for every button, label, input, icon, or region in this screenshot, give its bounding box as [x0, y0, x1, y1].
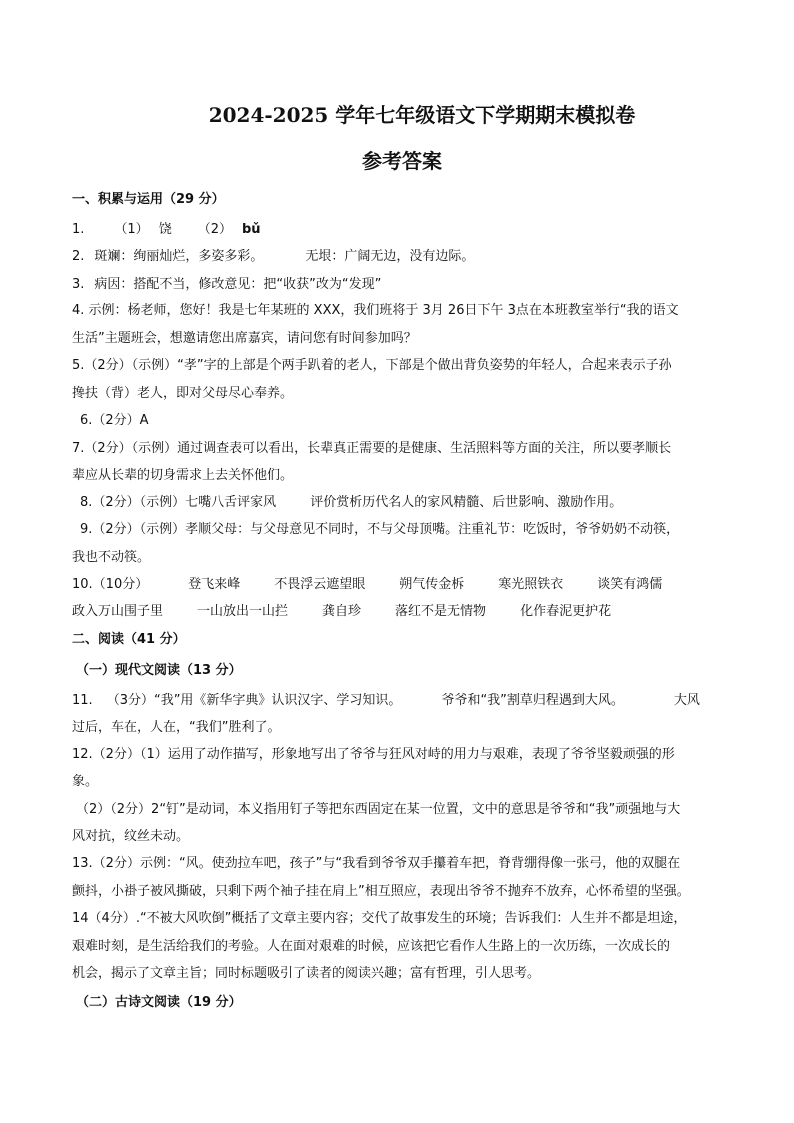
- answer-13-line-1: 13.（2分）示例：“风。使劲拉车吧，孩子”与“我看到爷爷双手攥着车把，脊背绷得像一张弓，他的双腿在: [72, 856, 681, 871]
- page-title: 2024-2025 学年七年级语文下学期期末模拟卷: [208, 103, 636, 127]
- answer-10-item: 一山放出一山拦: [197, 604, 289, 619]
- answer-8-part-b: 评价赏析历代名人的家风精髓、后世影响、激励作用。: [310, 495, 623, 510]
- answer-10-item: 落红不是无情物: [395, 604, 487, 619]
- answer-4-line-1: 4. 示例：杨老师，您好！我是七年某班的 XXX，我们班将于 3月 26日下午 3点在本班教室举行“我的语文: [72, 303, 679, 318]
- answer-1: [72, 221, 261, 239]
- answer-14-line-2: 艰难时刻，是生活给我们的考验。人在面对艰难的时候，应该把它看作人生路上的一次历练，一次成长的: [72, 939, 671, 954]
- answer-2-part-b: 无垠：广阔无边，没有边际。: [305, 249, 475, 264]
- answer-9-line-2: 我也不动筷。: [72, 550, 151, 565]
- answer-11-line-2: 过后，车在，人在，“我们”胜利了。: [72, 720, 281, 735]
- answer-3-num: 3.: [72, 277, 85, 292]
- answer-11-line-1: [72, 692, 700, 710]
- answer-8: [80, 494, 622, 512]
- answer-14-line-3: 机会，揭示了文章主旨；同时标题吸引了读者的阅读兴趣；富有哲理，引人思考。: [72, 966, 541, 981]
- answer-12-line-3: （2）（2分）2“钉”是动词，本义指用钉子等把东西固定在某一位置，文中的意思是爷爷和“我”顽强地与大: [76, 802, 681, 817]
- answer-2: [72, 248, 474, 266]
- answer-12-line-4: 风对抗，纹丝未动。: [72, 829, 190, 844]
- answer-9-line-1: 9.（2分）（示例）孝顺父母：与父母意见不同时，不与父母顶嘴。注重礼节：吃饭时，爷爷奶奶不动筷，: [80, 522, 680, 537]
- answer-3-text: 病因：搭配不当，修改意见：把“收获”改为“发现”: [94, 277, 382, 292]
- answer-11-part-c: 大风: [673, 693, 700, 708]
- section-heading-2b: （二）古诗文阅读（19 分）: [76, 995, 242, 1010]
- answer-5-line-2: 搀扶（背）老人，即对父母尽心奉养。: [72, 386, 294, 401]
- answer-12-line-1: 12.（2分）（1）运用了动作描写，形象地写出了爷爷与狂风对峙的用力与艰难，表现了爷爷坚毅顽强的形: [72, 747, 675, 762]
- answer-11-part-a: （3分）“我”用《新华字典》认识汉字、学习知识。: [106, 693, 402, 708]
- page-subtitle: 参考答案: [362, 149, 442, 173]
- answer-7-line-2: 辈应从长辈的切身需求上去关怀他们。: [72, 468, 294, 483]
- answer-8-part-a: 8.（2分）（示例）七嘴八舌评家风: [80, 495, 277, 510]
- answer-5-line-1: 5.（2分）（示例）“孝”字的上部是个两手趴着的老人，下部是个做出背负姿势的年轻人，合起来表示子孙: [72, 358, 672, 373]
- answer-13-line-2: 颤抖，小褂子被风撕破，只剩下两个袖子挂在肩上”相互照应，表现出爷爷不抛弃不放弃，心怀希望的坚强。: [72, 884, 690, 899]
- answer-10-item: 寒光照铁衣: [498, 577, 564, 592]
- answer-14-line-1: 14（4分）.“不被大风吹倒”概括了文章主要内容；交代了故事发生的环境；告诉我们：人生并不都是坦途，: [72, 911, 687, 926]
- answer-3: [72, 276, 381, 294]
- answer-10-row-1: [72, 576, 662, 594]
- answer-11-num: 11.: [72, 693, 93, 708]
- section-heading-1: 一、积累与运用（29 分）: [72, 192, 225, 207]
- answer-6: 6.（2分）A: [80, 413, 149, 428]
- answer-10-item: 登飞来峰: [188, 577, 241, 592]
- answer-1-part1-label: （1）: [114, 222, 149, 237]
- answer-4-line-2: 生活”主题班会，想邀请您出席嘉宾，请问您有时间参加吗？: [72, 331, 417, 346]
- answer-2-num: 2.: [72, 249, 85, 264]
- answer-10-item: 朔气传金柝: [399, 577, 465, 592]
- answer-10-item: 政入万山围子里: [72, 604, 164, 619]
- answer-7-line-1: 7.（2分）（示例）通过调查表可以看出，长辈真正需要的是健康、生活照料等方面的关注，所以要孝顺长: [72, 441, 672, 456]
- answer-10-item: 龚自珍: [322, 604, 362, 619]
- answer-12-line-2: 象。: [72, 774, 99, 789]
- answer-1-part2-label: （2）: [197, 222, 232, 237]
- answer-1-num: 1.: [72, 222, 85, 237]
- answer-10-item: 谈笑有鸿儒: [597, 577, 663, 592]
- answer-10-item: 化作春泥更护花: [520, 604, 612, 619]
- answer-1-part1-answer: 饶: [158, 222, 172, 237]
- answer-10-row-2: [72, 603, 611, 621]
- answer-11-part-b: 爷爷和“我”割草归程遇到大风。: [441, 693, 624, 708]
- section-heading-2: 二、阅读（41 分）: [72, 632, 186, 647]
- answer-10-item: 不畏浮云遮望眼: [274, 577, 366, 592]
- answer-2-part-a: 斑斓：绚丽灿烂，多姿多彩。: [94, 249, 264, 264]
- answer-1-part2-answer: bǔ: [241, 222, 261, 237]
- answer-10-num: 10.（10分）: [72, 577, 149, 592]
- section-heading-2a: （一）现代文阅读（13 分）: [76, 663, 242, 678]
